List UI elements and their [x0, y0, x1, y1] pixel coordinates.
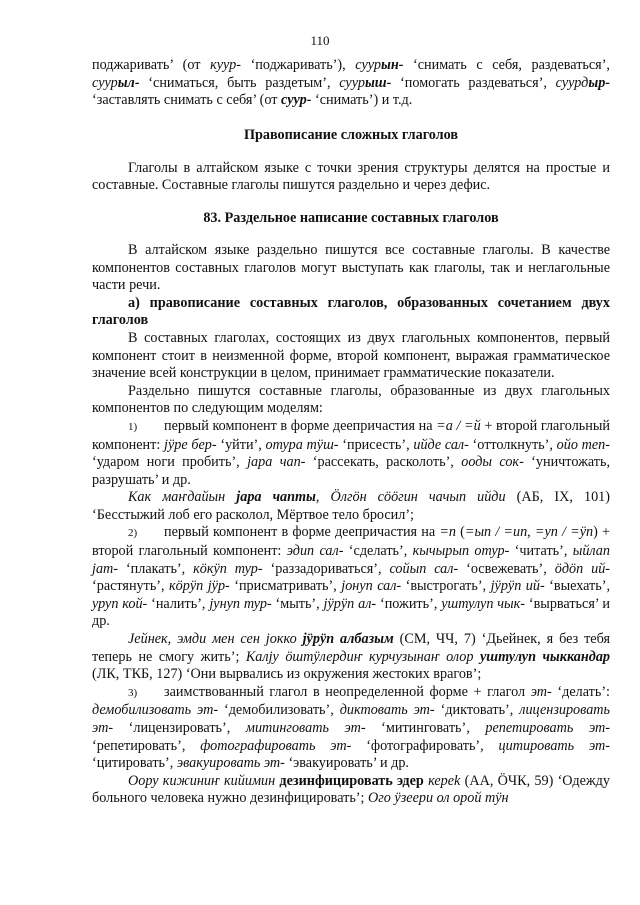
page-number: 110 — [310, 33, 330, 48]
text-run: цитировать эт- — [498, 737, 610, 754]
text-run: Оору кижиниҥ кийимин — [128, 772, 280, 789]
text-run: заимствованный глагол в неопределенной форме + глагол — [164, 683, 531, 700]
text-run: кӧкӱп тур- — [193, 560, 263, 577]
list-item-1-text — [92, 418, 610, 488]
text-run: ‘налить’, — [147, 595, 210, 612]
text-run: ‘снимать’) и т.д. — [311, 92, 413, 109]
text-run: ‘вырваться’ и др. — [92, 595, 610, 630]
text-run: ыл- — [117, 74, 140, 91]
text-run: кӧрӱп јӱр- — [169, 578, 230, 595]
text-run: (СМ, ЧЧ, 7) ‘Дьейнек, я без тебя теперь не смогу жить’; — [92, 631, 610, 665]
text-run: јонуп сал- — [341, 578, 402, 595]
text-run: ( — [455, 524, 465, 541]
text-run: ‘заставлять снимать с себя’ (от — [92, 92, 282, 109]
list-item-2 — [92, 524, 610, 631]
text-run: ‘диктовать’, — [434, 702, 520, 719]
text-run: ‘раззадориваться’, — [262, 560, 390, 577]
list-item-3 — [92, 684, 610, 773]
paragraph-section-83: В алтайском языке раздельно пишутся все составные глаголы. В качестве компонентов составных глаголов могут выступать как глаголы, так и неглагольные части речи. — [92, 241, 610, 294]
text-run: ӧдӧп ий- — [554, 560, 611, 577]
text-run: первый компонент в форме деепричастия на — [164, 417, 437, 434]
paragraph-a-rule: В составных глаголах, состоящих из двух глагольных компонентов, первый компонент стоит в неизменной форме, второй компонент, выражая грамматическое значение всей конструкции в целом, принимает грамматические показатели. — [92, 329, 610, 382]
text-run: ооды сок- — [461, 454, 524, 471]
text-run: ‘митинговать’, — [365, 720, 486, 736]
page-body — [92, 57, 610, 808]
text-run: ‘мыть’, — [271, 595, 324, 612]
text-run: митинговать эт- — [245, 720, 366, 736]
text-run: Јейнек, эмди мен сен јокко — [128, 631, 303, 648]
paragraph-compound-verbs: Глаголы в алтайском языке с точки зрения структуры делятся на простые и составные. Составные глаголы пишутся раздельно и через дефис. — [92, 159, 610, 194]
text-run: ыш- — [364, 74, 392, 91]
text-run: јунуп тур- — [209, 595, 272, 612]
text-run: ‘фотографировать’, — [351, 737, 499, 754]
text-run: кереk — [423, 772, 461, 789]
text-run: ыр- — [588, 74, 611, 91]
text-run: ‘помогать раздеваться’, — [391, 74, 556, 91]
list-item-1-number: 1) — [128, 420, 138, 433]
text-run: јӱрӱп ал- — [323, 595, 377, 612]
list-item-2-text — [92, 524, 610, 629]
text-run: ‘плакать’, — [118, 560, 194, 577]
text-run: диктовать эт- — [339, 702, 435, 719]
text-run: демобилизовать эт- — [92, 702, 219, 719]
text-run: (ЛК, ТКБ, 127) ‘Они вырвались из окружения жестоких врагов’; — [92, 666, 482, 683]
text-run: ‘снимать с себя, раздеваться’, — [403, 57, 610, 73]
text-run: =ып / =ип, =уп / =ӱп — [464, 524, 594, 541]
text-run: ‘выехать’, — [544, 578, 610, 595]
text-run: сойып сал- — [389, 560, 459, 577]
text-run: кычырып отур- — [412, 543, 510, 560]
example-1 — [92, 489, 610, 524]
list-item-1 — [92, 418, 610, 489]
text-run: , Ӧлгӧн сӧӧгин чачып ийди — [315, 489, 506, 506]
text-run: ‘ударом ноги пробить’, — [92, 454, 248, 471]
text-run: фотографировать эт- — [200, 737, 352, 754]
text-run: ‘эвакуировать’ и др. — [284, 755, 409, 772]
text-run: поджаривать’ (от — [92, 57, 211, 73]
text-run: (АА, ӦЧК, 59) ‘Одежду больного человека нужно дезинфицировать’; — [92, 772, 610, 807]
text-run: уштулуп чыккандар — [479, 648, 611, 665]
text-run: куур- — [210, 57, 241, 73]
list-item-2-number: 2) — [128, 527, 138, 540]
text-run: Ого ӱзеери ол орой тӱн — [368, 790, 509, 807]
text-run: јара чап- — [247, 454, 306, 471]
text-run: ‘поджаривать’), — [240, 57, 356, 73]
text-run: лицензировать эт- — [92, 702, 611, 736]
text-run: уруп кой- — [92, 595, 148, 612]
text-run: эт- — [530, 683, 552, 700]
text-run: јара чапты — [236, 489, 316, 506]
text-run: ойо теп- — [556, 436, 611, 453]
text-run: ‘сделать’, — [343, 543, 413, 560]
text-run: уштулуп чык- — [441, 595, 526, 612]
text-run: ‘делать’: — [551, 683, 610, 700]
text-run: ‘оттолкнуть’, — [468, 436, 557, 453]
text-run: эвакуировать эт- — [176, 755, 285, 772]
text-run: суурд — [555, 74, 589, 91]
text-run: ‘освежевать’, — [458, 560, 555, 577]
text-run: ‘пожить’, — [376, 595, 442, 612]
text-run: ийде сал- — [413, 436, 469, 453]
text-run: =а / =й — [436, 417, 481, 434]
text-run: ‘выстрогать’, — [401, 578, 491, 595]
list-item-3-number: 3) — [128, 686, 138, 699]
text-run: дезинфицировать эдер — [279, 772, 424, 789]
text-run: ‘сниматься, быть раздетым’, — [139, 74, 340, 91]
text-run: ‘репетировать’, — [92, 737, 201, 754]
text-run: јӱрӱп ий- — [490, 578, 545, 595]
intro-paragraph — [92, 57, 610, 110]
text-run: ‘демобилизовать’, — [218, 702, 340, 719]
text-run: ) + второй глагольный компонент: — [92, 524, 610, 560]
text-run: ‘цитировать’, — [92, 755, 177, 772]
text-run: отура тӱш- — [265, 436, 339, 453]
text-run: первый компонент в форме деепричастия на — [164, 524, 440, 541]
heading-compound-verbs: Правописание сложных глаголов — [243, 126, 459, 143]
text-run: суур — [355, 57, 381, 73]
text-run: Калју ӧштӱлердиҥ курчузынаҥ олор — [245, 648, 480, 665]
paragraph-a-models: Раздельно пишутся составные глаголы, образованные из двух глагольных компонентов по следующим моделям: — [92, 382, 610, 417]
text-run: суур- — [281, 92, 312, 109]
heading-section-83: 83. Раздельное написание составных глаголов — [203, 209, 499, 226]
text-run: + второй глагольный компонент: — [92, 417, 610, 453]
list-item-3-text — [92, 684, 610, 771]
text-run: ‘присесть’, — [338, 436, 414, 453]
text-run: ‘растянуть’, — [92, 578, 170, 595]
text-run: Как маҥдайын — [128, 489, 237, 506]
text-run: ын- — [380, 57, 404, 73]
text-run: суур — [339, 74, 365, 91]
text-run: =п — [439, 524, 456, 541]
text-run: јӱрӱп албазым — [302, 631, 394, 648]
text-run: ‘лицензировать’, — [113, 720, 246, 736]
text-run: ‘присматривать’, — [229, 578, 342, 595]
text-run: ‘уничтожать, разрушать’ и др. — [92, 454, 611, 488]
text-run: ‘уйти’, — [216, 436, 266, 453]
text-run: ‘читать’, — [509, 543, 573, 560]
subheading-a: а) правописание составных глаголов, образованных сочетанием двух глаголов — [92, 294, 610, 329]
text-run: суур — [92, 74, 118, 91]
example-3 — [92, 773, 610, 808]
text-run: ‘рассекать, расколоть’, — [305, 454, 462, 471]
text-run: јӱре бер- — [164, 436, 217, 453]
example-2 — [92, 631, 610, 684]
text-run: (АБ, IX, 101) ‘Бесстыжий лоб его расколол, Мёртвое тело бросил’; — [92, 489, 610, 523]
text-run: ыйлап јат- — [92, 543, 610, 577]
text-run: эдип сал- — [286, 543, 344, 560]
text-run: репетировать эт- — [485, 720, 610, 736]
